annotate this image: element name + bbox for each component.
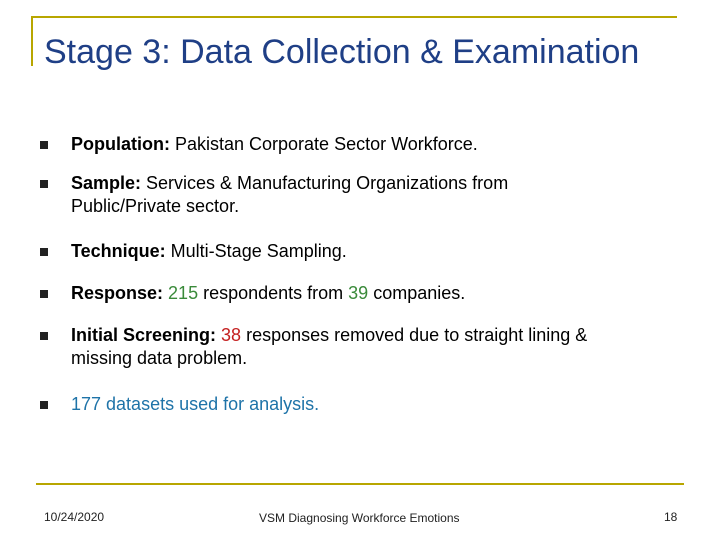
- bullet-text: [71, 324, 671, 370]
- footer-rule: [36, 483, 684, 485]
- bullet-label: Response:: [71, 283, 164, 303]
- bullet-body: respondents from: [198, 283, 349, 303]
- bullet-square-icon: [40, 332, 48, 340]
- footer-date: 10/24/2020: [44, 510, 105, 524]
- bullet-body: Services & Manufacturing Organizations from: [141, 173, 509, 193]
- bullet-text: [71, 282, 671, 305]
- bullet-body-continued: Public/Private sector.: [71, 196, 240, 216]
- company-count: 39: [348, 283, 369, 303]
- bullet-body: responses removed due to straight lining &: [241, 325, 588, 345]
- title-top-rule: [31, 16, 677, 18]
- footer-title: VSM Diagnosing Workforce Emotions: [259, 511, 460, 525]
- bullet-text: [71, 240, 671, 263]
- bullet-text: [71, 133, 671, 156]
- bullet-square-icon: [40, 141, 48, 149]
- bullet-body-tail: companies.: [368, 283, 466, 303]
- bullet-text: [71, 172, 671, 218]
- title-left-rule: [31, 16, 33, 66]
- bullet-label: Population:: [71, 134, 170, 154]
- bullet-square-icon: [40, 290, 48, 298]
- slide-title: Stage 3: Data Collection & Examination: [44, 33, 640, 71]
- bullet-body: Multi-Stage Sampling.: [165, 241, 347, 261]
- bullet-body-continued: missing data problem.: [71, 348, 248, 368]
- bullet-label: Initial Screening:: [71, 325, 217, 345]
- bullet-label: Technique:: [71, 241, 166, 261]
- bullet-square-icon: [40, 180, 48, 188]
- bullet-square-icon: [40, 248, 48, 256]
- respondent-count: 215: [168, 283, 199, 303]
- bullet-text: 177 datasets used for analysis.: [71, 394, 320, 414]
- bullet-body: Pakistan Corporate Sector Workforce.: [169, 134, 478, 154]
- bullet-label: Sample:: [71, 173, 142, 193]
- footer-page-number: 18: [664, 510, 678, 524]
- bullet-square-icon: [40, 401, 48, 409]
- removed-count: 38: [221, 325, 242, 345]
